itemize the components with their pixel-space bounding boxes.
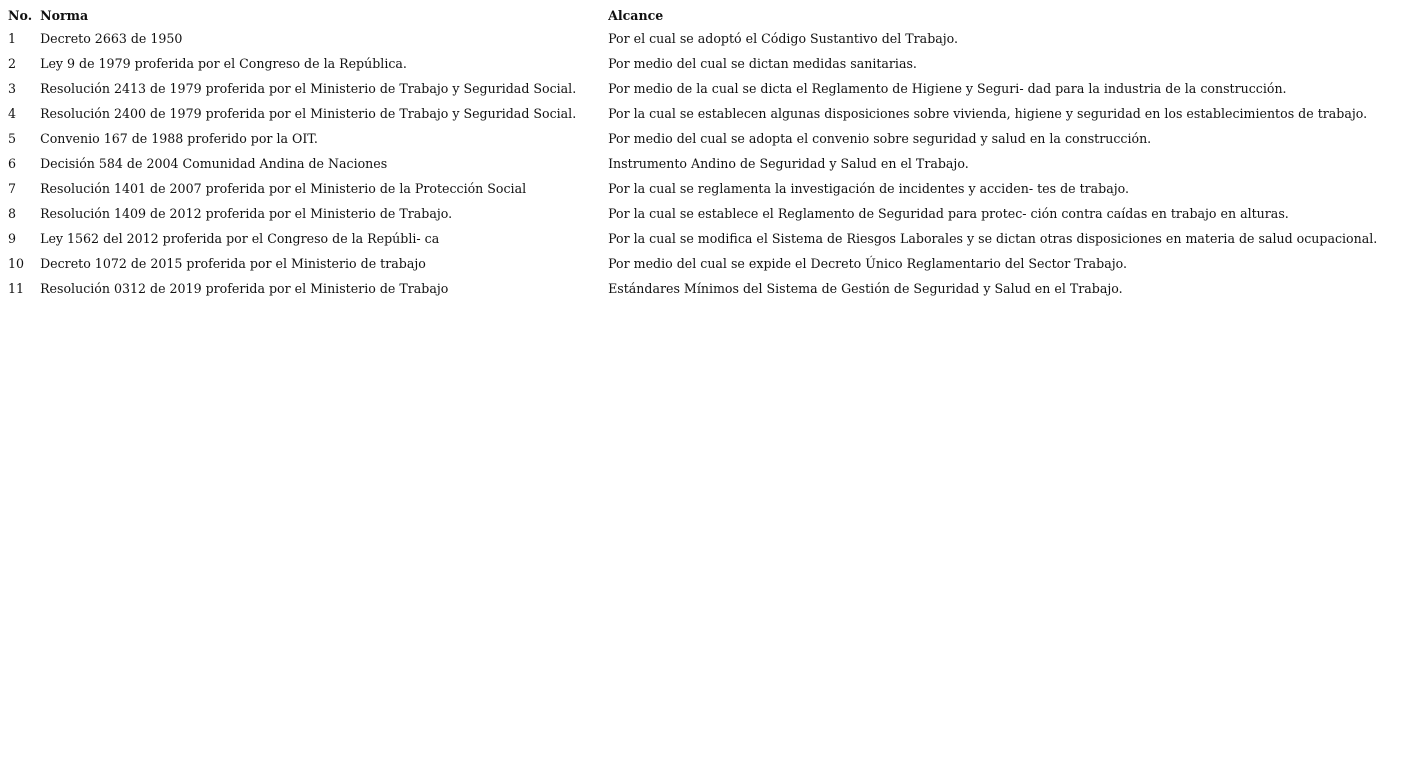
cell-no: 8 (8, 206, 17, 221)
cell-norma: Resolución 2400 de 1979 proferida por el Ministerio de Trabajo y Seguridad Social. (40, 106, 577, 121)
cell-norma: Ley 9 de 1979 proferida por el Congreso de la República. (40, 56, 407, 71)
cell-norma: Resolución 1409 de 2012 proferida por el Ministerio de Trabajo. (40, 206, 453, 221)
cell-norma: Resolución 1401 de 2007 proferida por el Ministerio de la Protección Social (40, 181, 527, 196)
table-row (4, 79, 1402, 104)
table-row (4, 279, 1402, 304)
cell-no: 2 (8, 56, 17, 71)
cell-norma: Convenio 167 de 1988 proferido por la OIT. (40, 131, 318, 146)
cell-norma: Decreto 1072 de 2015 proferida por el Ministerio de trabajo (40, 256, 426, 271)
regulations-table (4, 6, 1402, 304)
table-row (4, 29, 1402, 54)
cell-norma: Resolución 2413 de 1979 proferida por el Ministerio de Trabajo y Seguridad Social. (40, 81, 577, 96)
table-row (4, 179, 1402, 204)
cell-alcance: Por la cual se modifica el Sistema de Riesgos Laborales y se dictan otras disposiciones en materia de salud ocupacional. (608, 231, 1378, 246)
cell-alcance: Por el cual se adoptó el Código Sustantivo del Trabajo. (608, 31, 959, 46)
table-row (4, 129, 1402, 154)
header-norma: Norma (40, 8, 89, 23)
cell-no: 6 (8, 156, 17, 171)
cell-alcance: Estándares Mínimos del Sistema de Gestión de Seguridad y Salud en el Trabajo. (608, 281, 1123, 296)
header-no: No. (8, 8, 33, 23)
cell-alcance: Por la cual se establece el Reglamento de Seguridad para protec- ción contra caídas en trabajo en alturas. (608, 206, 1289, 221)
cell-no: 3 (8, 81, 17, 96)
cell-no: 10 (8, 256, 25, 271)
cell-alcance: Por medio del cual se adopta el convenio sobre seguridad y salud en la construcción. (608, 131, 1152, 146)
header-alcance: Alcance (608, 8, 664, 23)
cell-no: 5 (8, 131, 17, 146)
cell-norma: Decreto 2663 de 1950 (40, 31, 183, 46)
cell-no: 11 (8, 281, 25, 296)
cell-norma: Ley 1562 del 2012 proferida por el Congreso de la Repúbli- ca (40, 231, 440, 246)
cell-no: 1 (8, 31, 17, 46)
cell-no: 7 (8, 181, 17, 196)
table-row (4, 229, 1402, 254)
header-row (4, 6, 1402, 29)
table-row (4, 154, 1402, 179)
cell-no: 4 (8, 106, 17, 121)
table-header (4, 6, 1402, 29)
cell-norma: Resolución 0312 de 2019 proferida por el Ministerio de Trabajo (40, 281, 449, 296)
table-body (4, 29, 1402, 304)
cell-alcance: Por medio del cual se expide el Decreto Único Reglamentario del Sector Trabajo. (608, 256, 1127, 271)
cell-alcance: Por medio del cual se dictan medidas sanitarias. (608, 56, 917, 71)
table-row (4, 204, 1402, 229)
table-row (4, 54, 1402, 79)
cell-alcance: Por la cual se reglamenta la investigación de incidentes y acciden- tes de trabajo. (608, 181, 1130, 196)
cell-alcance: Instrumento Andino de Seguridad y Salud en el Trabajo. (608, 156, 969, 171)
cell-no: 9 (8, 231, 17, 246)
table-row (4, 254, 1402, 279)
cell-alcance: Por la cual se establecen algunas disposiciones sobre vivienda, higiene y seguridad en los establecimientos de trabajo. (608, 106, 1368, 121)
cell-alcance: Por medio de la cual se dicta el Reglamento de Higiene y Seguri- dad para la industria de la construcción. (608, 81, 1287, 96)
table-row (4, 104, 1402, 129)
cell-norma: Decisión 584 de 2004 Comunidad Andina de Naciones (40, 156, 388, 171)
